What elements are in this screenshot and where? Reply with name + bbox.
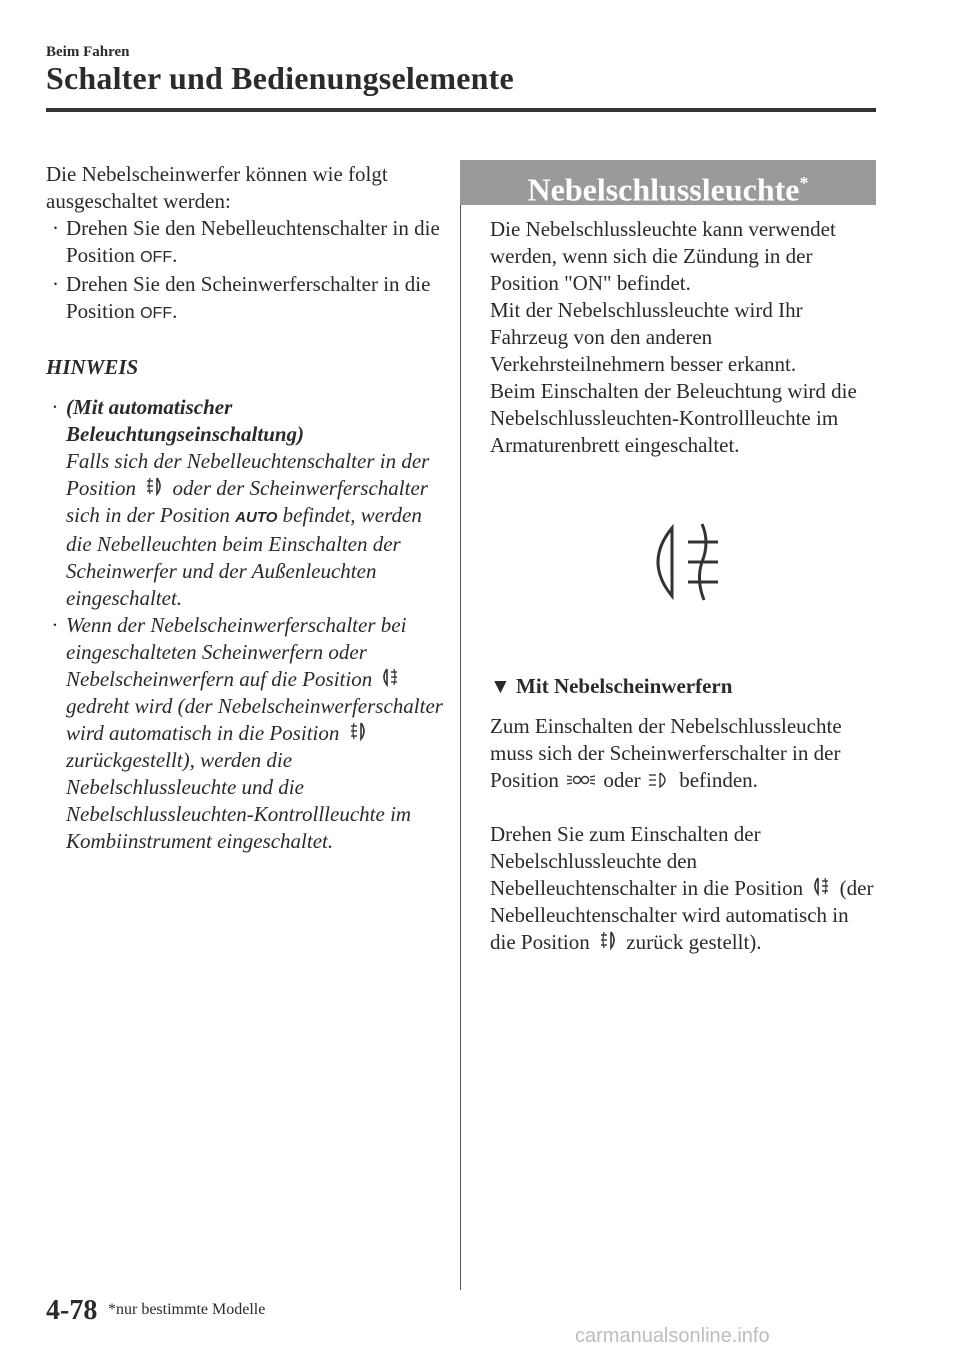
paragraph-text: befinden. xyxy=(679,768,758,792)
off-label: OFF xyxy=(140,305,173,322)
note-text: gedreht wird (der Nebelscheinwerferschalter wird automatisch in die Position xyxy=(66,694,443,745)
subheading-marker: ▼ xyxy=(490,674,511,698)
paragraph-visibility: Mit der Nebelschlussleuchte wird Ihr Fahrzeug von den anderen Verkehrsteilnehmern besser erkannt. xyxy=(490,298,803,376)
paragraph-text: Zum Einschalten der Nebelschlussleuchte muss sich der Scheinwerferschalter in der Position xyxy=(490,714,842,792)
rear-fog-indicator-icon xyxy=(640,520,730,605)
watermark: carmanualsonline.info xyxy=(575,1325,770,1347)
note-heading: (Mit automatischer Beleuchtungseinschaltung) xyxy=(66,395,305,446)
bullet-dot: · xyxy=(52,272,59,296)
note-text: zurückgestellt), werden die Nebelschlussleuchte und die Nebelschlussleuchten-Kontrollleuchte im Kombiinstrument eingeschaltet. xyxy=(66,748,412,853)
bullet-dot: · xyxy=(52,613,58,637)
paragraph-headlight-position xyxy=(490,713,875,794)
auto-label: AUTO xyxy=(235,509,278,526)
section-heading xyxy=(460,160,876,208)
note-text: oder der Scheinwerferschalter sich in der Position xyxy=(66,476,428,527)
page-number: 4-78 xyxy=(46,1295,98,1326)
left-column xyxy=(46,161,446,855)
off-label: OFF xyxy=(140,249,173,266)
headlight-icon xyxy=(648,771,672,789)
subheading xyxy=(490,673,875,700)
bullet-text: Drehen Sie den Scheinwerferschalter in die Position xyxy=(66,272,431,323)
section-label: Beim Fahren xyxy=(46,44,130,60)
right-column xyxy=(490,216,875,459)
paragraph-text: (der Nebelleuchtenschalter wird automatisch in die Position xyxy=(490,876,874,954)
note-rear-fog xyxy=(46,612,446,855)
footnote: *nur bestimmte Modelle xyxy=(108,1301,266,1318)
note-text: befindet, werden die Nebelleuchten beim Einschalten der Scheinwerfer und der Außenleuchten eingeschaltet. xyxy=(66,503,422,610)
column-divider xyxy=(460,160,461,1290)
paragraph-turn-on xyxy=(490,821,875,956)
front-fog-light-icon xyxy=(347,720,369,742)
paragraph-text: zurück gestellt). xyxy=(626,930,762,954)
paragraph-text: Drehen Sie zum Einschalten der Nebelschlussleuchte den Nebelleuchtenschalter in die Position xyxy=(490,822,804,900)
bullet-headlight-switch-off: · Drehen Sie den Scheinwerferschalter in die Position OFF. xyxy=(52,272,431,323)
hinweis-heading: HINWEIS xyxy=(46,355,139,379)
right-column-lower xyxy=(490,673,875,956)
front-fog-light-icon xyxy=(597,929,619,951)
intro-paragraph: Die Nebelscheinwerfer können wie folgt ausgeschaltet werden: xyxy=(46,162,388,213)
paragraph-text: oder xyxy=(603,768,641,792)
parking-light-icon xyxy=(566,771,596,789)
chapter-title: Schalter und Bedienungselemente xyxy=(46,60,514,96)
note-text: Wenn der Nebelscheinwerferschalter bei eingeschalteten Scheinwerfern oder Nebelscheinwerfern auf die Position xyxy=(66,613,407,691)
rear-fog-light-icon xyxy=(379,666,401,688)
bullet-dot: · xyxy=(52,216,59,240)
bullet-text: Drehen Sie den Nebelleuchtenschalter in die Position xyxy=(66,216,440,267)
rear-fog-light-icon xyxy=(810,875,832,897)
note-text: Falls sich der Nebelleuchtenschalter in der Position xyxy=(66,449,430,500)
note-auto-lighting xyxy=(46,394,446,612)
paragraph-usage: Die Nebelschlussleuchte kann verwendet werden, wenn sich die Zündung in der Position "ON" befindet. xyxy=(490,217,836,295)
bullet-dot: · xyxy=(52,395,58,419)
front-fog-light-icon xyxy=(143,475,165,497)
subheading-text: Mit Nebelscheinwerfern xyxy=(516,674,733,698)
paragraph-indicator: Beim Einschalten der Beleuchtung wird die Nebelschlussleuchten-Kontrollleuchte im Armaturenbrett eingeschaltet. xyxy=(490,379,857,457)
heading-text: Nebelschlussleuchte xyxy=(527,171,800,208)
bullet-fog-switch-off: · Drehen Sie den Nebelleuchtenschalter in die Position OFF. xyxy=(52,216,440,267)
header-rule xyxy=(46,108,876,112)
heading-footnote-mark: * xyxy=(799,173,809,193)
